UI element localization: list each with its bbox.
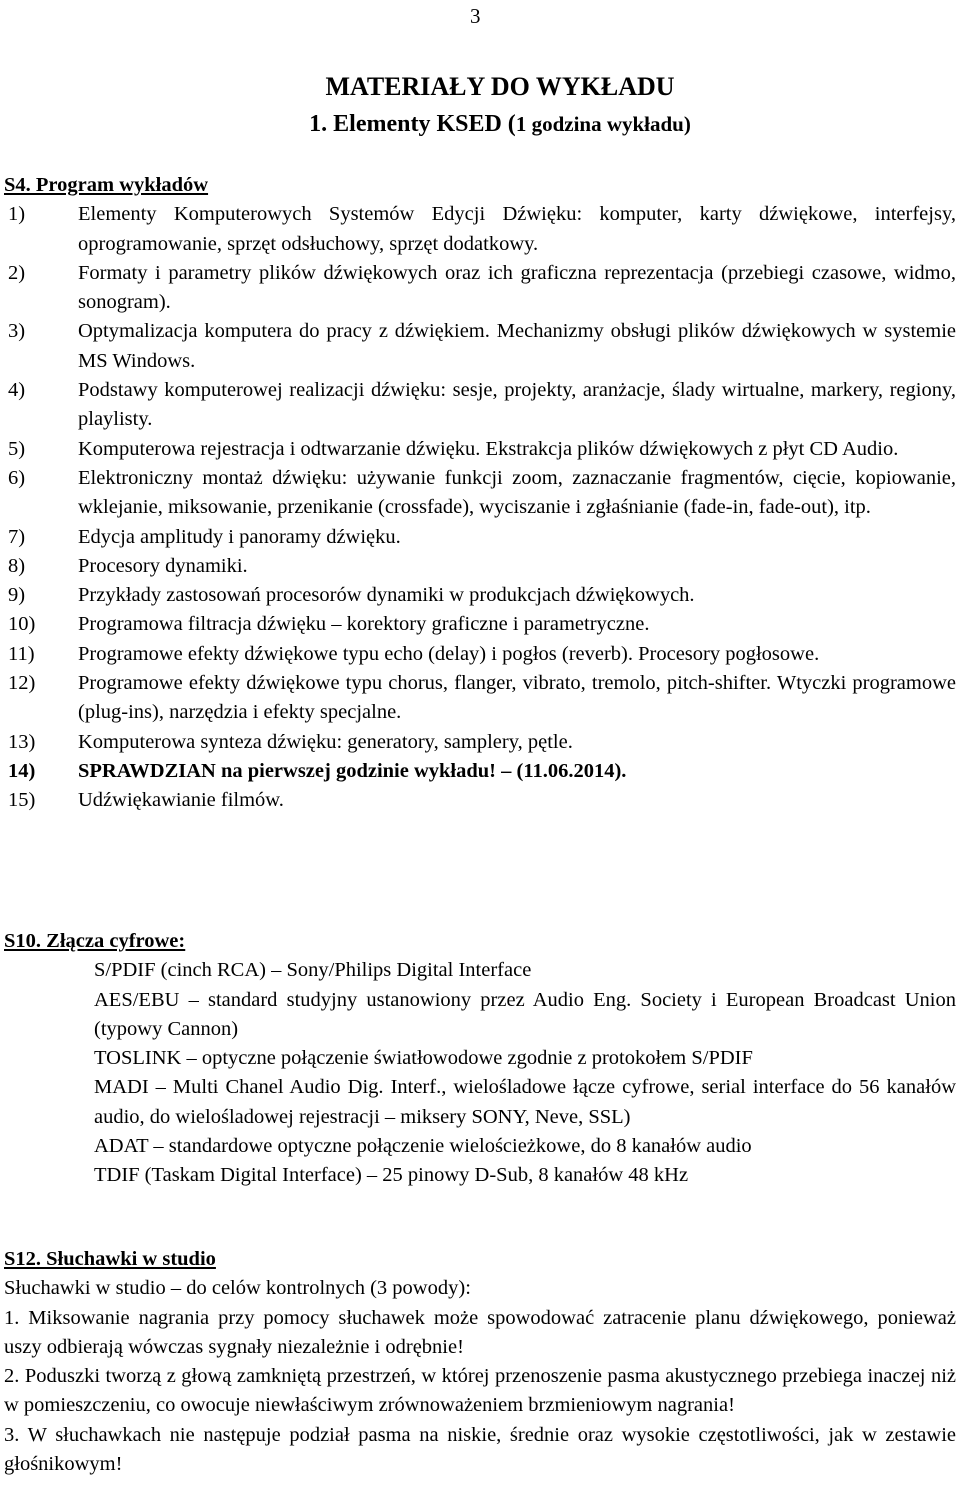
list-item [4, 376, 956, 435]
list-item-text: Przykłady zastosowań procesorów dynamiki w produkcjach dźwiękowych. [78, 584, 695, 607]
list-item-text: Elektroniczny montaż dźwięku: używanie funkcji zoom, zaznaczanie fragmentów, cięcie, kopiowanie, wklejanie, miksowanie, przenikanie (crossfade), wyciszanie i zgłaśnianie (fade-in, fade-out), itp. [78, 466, 956, 519]
connector-item: TDIF (Taskam Digital Interface) – 25 pinowy D-Sub, 8 kanałów 48 kHz [94, 1164, 689, 1187]
list-item-number: 11) [8, 642, 35, 665]
section-s4 [4, 171, 956, 816]
connector-item: TOSLINK – optyczne połączenie światłowodowe zgodnie z protokołem S/PDIF [94, 1047, 753, 1070]
list-item-text: Elementy Komputerowych Systemów Edycji Dźwięku: komputer, karty dźwiękowe, interfejsy, oprogramowanie, sprzęt odsłuchowy, sprzęt dodatkowy. [78, 203, 956, 255]
list-item [4, 669, 956, 728]
list-item-text: Procesory dynamiki. [78, 554, 248, 577]
list-item [4, 552, 956, 581]
section-s12 [4, 1245, 956, 1479]
document-subtitle [0, 110, 960, 139]
list-item-number: 1) [8, 203, 26, 226]
section-s10 [4, 927, 956, 1191]
list-item-number: 6) [8, 466, 26, 489]
section-heading-s4: S4. Program wykładów [4, 174, 209, 196]
list-item-text: Optymalizacja komputera do pracy z dźwiękiem. Mechanizmy obsługi plików dźwiękowych w systemie MS Windows. [78, 320, 956, 372]
list-item [4, 581, 956, 610]
list-item-number: 4) [8, 379, 26, 402]
reason-item: 1. Miksowanie nagrania przy pomocy słuchawek może spowodować zatracenie planu dźwiękowego, ponieważ uszy odbierają wówczas sygnały niezależnie i odrębnie! [4, 1306, 956, 1358]
list-item [4, 317, 956, 376]
section-heading-s12: S12. Słuchawki w studio [4, 1248, 216, 1270]
list-item [4, 728, 956, 757]
connector-item: ADAT – standardowe optyczne połączenie wielościeżkowe, do 8 kanałów audio [94, 1135, 752, 1158]
list-item-number: 15) [8, 789, 36, 812]
list-item-number: 10) [8, 613, 36, 636]
list-item-text: Edycja amplitudy i panoramy dźwięku. [78, 525, 401, 548]
section-heading-s10: S10. Złącza cyfrowe: [4, 930, 186, 952]
connector-item: S/PDIF (cinch RCA) – Sony/Philips Digital Interface [94, 959, 532, 982]
list-item [4, 610, 956, 639]
subtitle-small: 1 godzina wykładu) [515, 112, 691, 136]
list-item-text: Programowa filtracja dźwięku – korektory graficzne i parametryczne. [78, 613, 650, 636]
list-item-text: Programowe efekty dźwiękowe typu chorus, flanger, vibrato, tremolo, pitch-shifter. Wtyczki programowe (plug-ins), narzędzia i efekty specjalne. [78, 672, 956, 724]
list-item-exam [4, 757, 956, 786]
list-item [4, 786, 956, 815]
page-number: 3 [470, 4, 481, 28]
list-item [4, 259, 956, 318]
list-item-text: Komputerowa rejestracja i odtwarzanie dźwięku. Ekstrakcja plików dźwiękowych z płyt CD Audio. [78, 437, 899, 460]
list-item-text: Programowe efekty dźwiękowe typu echo (delay) i pogłos (reverb). Procesory pogłosowe. [78, 642, 820, 665]
list-item-text: SPRAWDZIAN na pierwszej godzinie wykładu! – (11.06.2014). [78, 759, 627, 782]
list-item-number: 9) [8, 584, 26, 607]
list-item-number: 14) [8, 759, 36, 782]
list-item-number: 8) [8, 554, 26, 577]
reason-item: 3. W słuchawkach nie następuje podział pasma na niskie, średnie oraz wysokie częstotliwości, jak w zestawie głośnikowym! [4, 1423, 956, 1476]
list-item-number: 5) [8, 437, 26, 460]
list-item-number: 3) [8, 320, 26, 343]
s12-intro: Słuchawki w studio – do celów kontrolnych (3 powody): [4, 1277, 471, 1300]
connector-item: AES/EBU – standard studyjny ustanowiony przez Audio Eng. Society i European Broadcast Union (typowy Cannon) [94, 988, 956, 1040]
list-item-number: 2) [8, 261, 26, 284]
subtitle-main: 1. Elementy KSED ( [309, 111, 516, 137]
list-item-text: Komputerowa synteza dźwięku: generatory, samplery, pętle. [78, 730, 573, 753]
document-title: MATERIAŁY DO WYKŁADU [325, 72, 675, 101]
connector-list [4, 956, 956, 1190]
list-item-number: 7) [8, 525, 26, 548]
list-item [4, 464, 956, 523]
list-item-number: 13) [8, 730, 36, 753]
list-item [4, 435, 956, 464]
reason-item: 2. Poduszki tworzą z głową zamkniętą przestrzeń, w której przenoszenie pasma akustycznego przebiega inaczej niż w pomieszczeniu, co owocuje niewłaściwym zrównoważeniem brzmieniowym nagrania! [4, 1365, 956, 1417]
list-item-number: 12) [8, 672, 36, 695]
list-item-text: Formaty i parametry plików dźwiękowych oraz ich graficzna reprezentacja (przebiegi czasowe, widmo, sonogram). [78, 261, 956, 314]
list-item-text: Udźwiękawianie filmów. [78, 789, 284, 812]
list-item [4, 200, 956, 259]
connector-item: MADI – Multi Chanel Audio Dig. Interf., wielośladowe łącze cyfrowe, serial interface do 56 kanałów audio, do wielośladowej rejestracji – miksery SONY, Neve, SSL) [94, 1076, 956, 1128]
list-item-text: Podstawy komputerowej realizacji dźwięku: sesje, projekty, aranżacje, ślady wirtualne, markery, regiony, playlisty. [78, 379, 956, 431]
list-item [4, 523, 956, 552]
list-item [4, 640, 956, 669]
